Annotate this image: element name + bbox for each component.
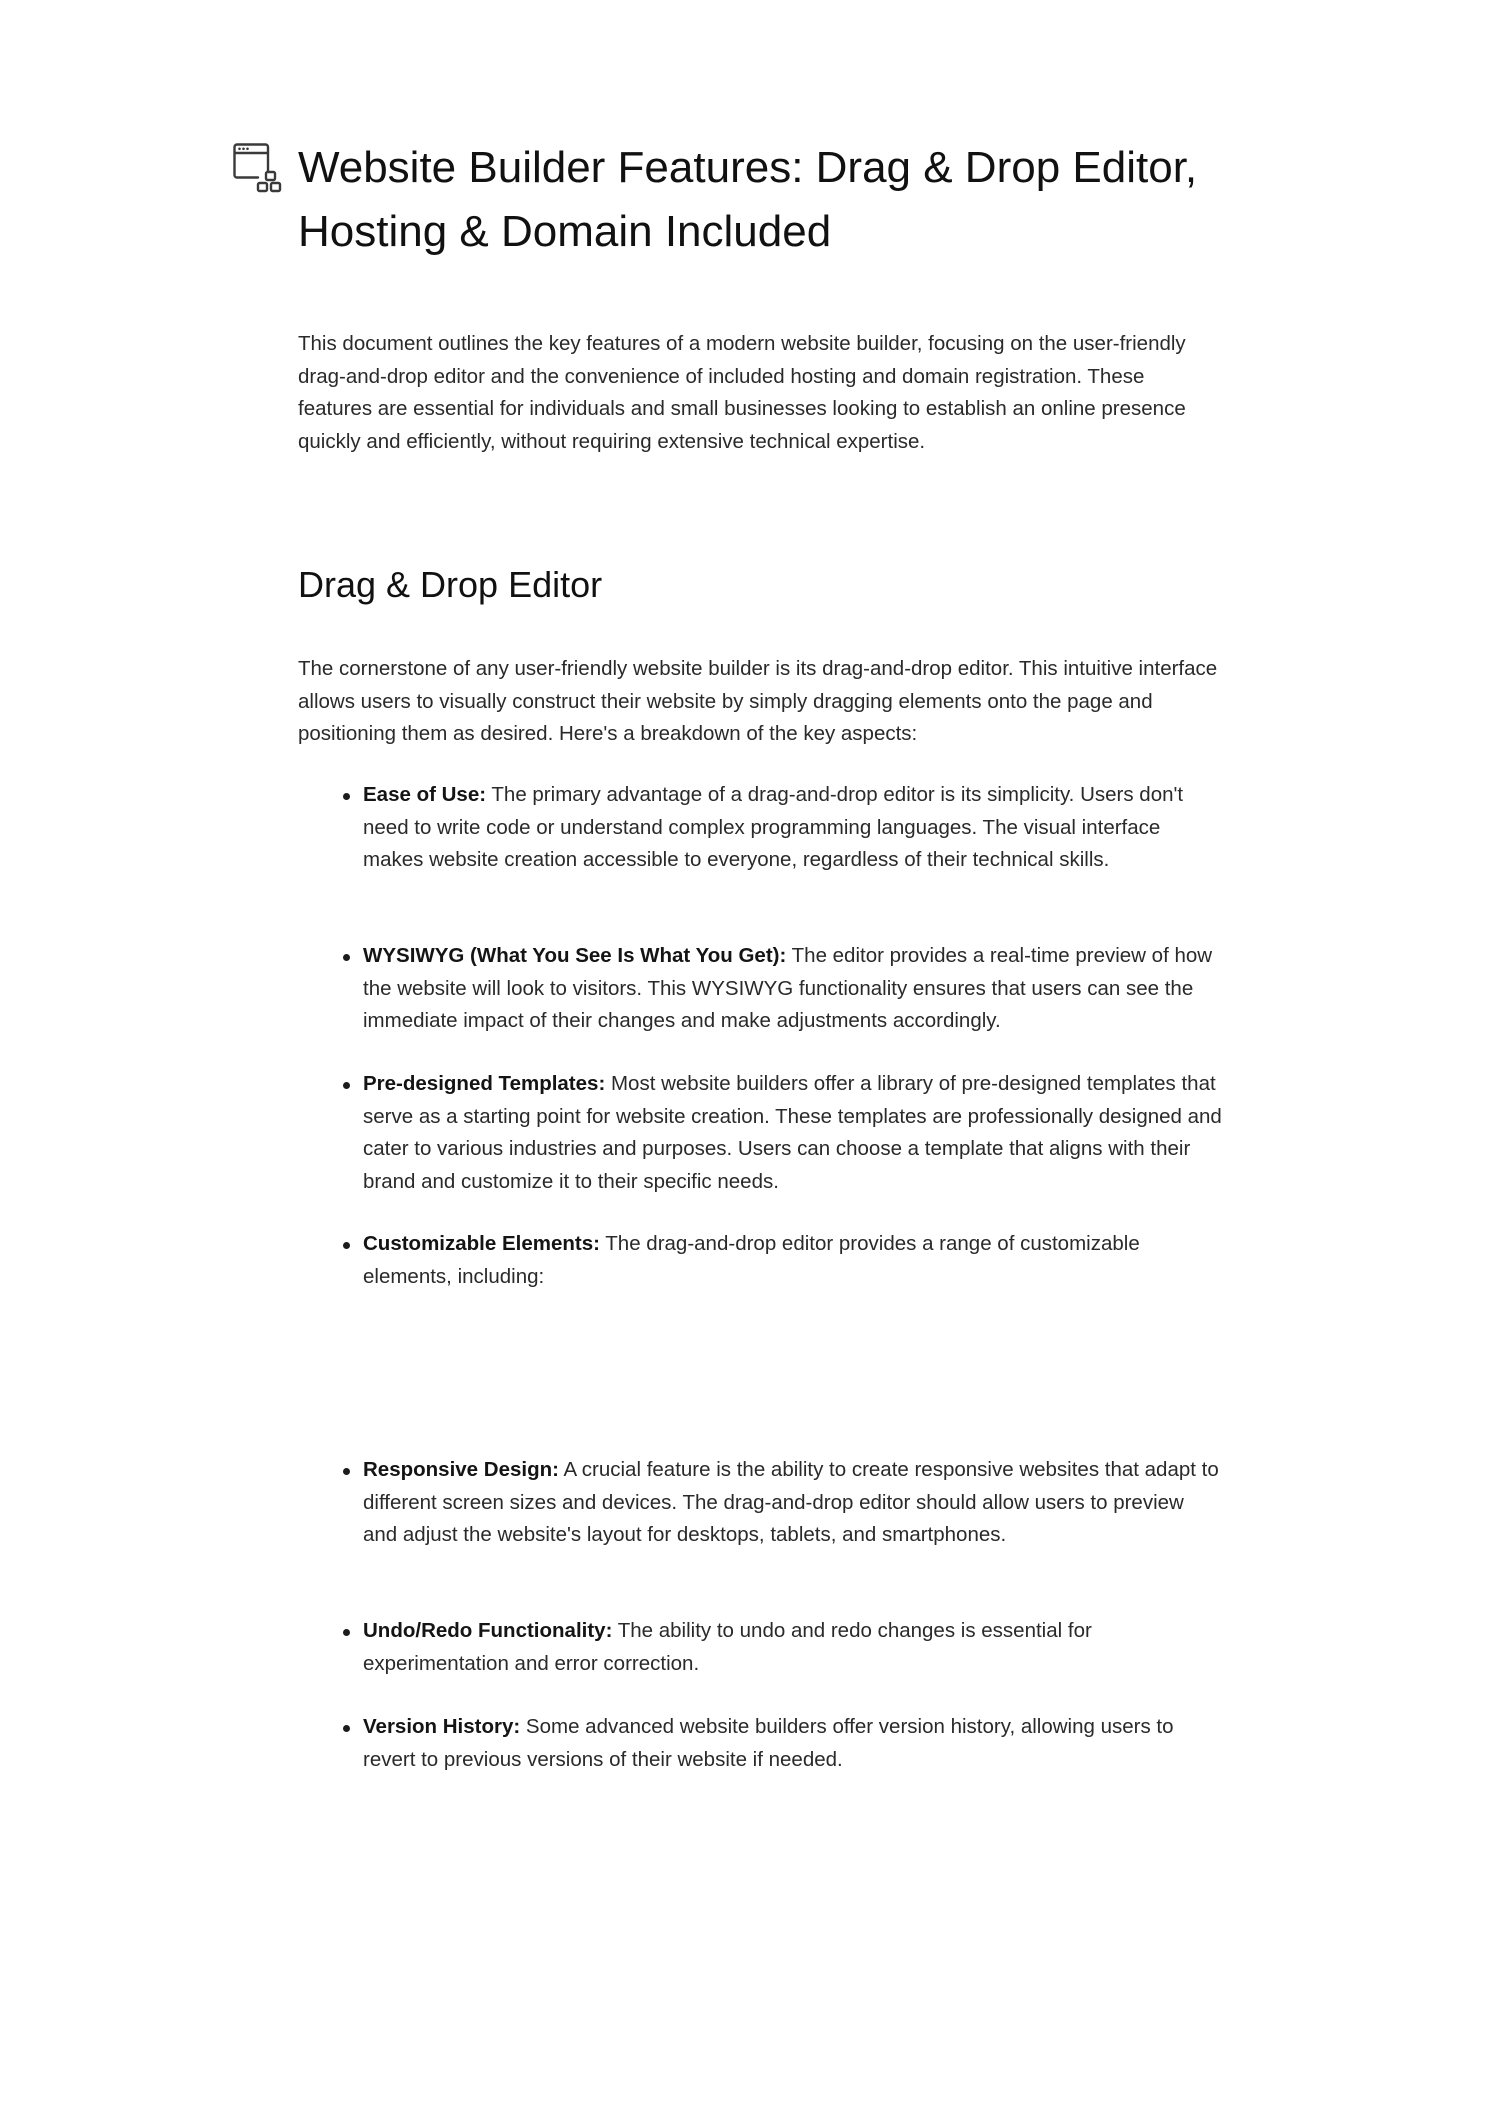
bullet-dot-icon (343, 793, 350, 800)
section-intro: The cornerstone of any user-friendly website builder is its drag-and-drop editor. This intuitive interface allows users to visually construct their website by simply dragging elements onto the page and positioning them as desired. Here's a breakdown of the key aspects: (298, 657, 1218, 745)
list-item-label: Customizable Elements: (363, 1232, 600, 1255)
bullet-dot-icon (343, 1725, 350, 1732)
list-item-text (363, 1711, 1223, 1776)
document-intro: This document outlines the key features of a modern website builder, focusing on the user-friendly drag-and-drop editor and the convenience of included hosting and domain registration. These features are essential for individuals and small businesses looking to establish an online presence quickly and efficiently, without requiring extensive technical expertise. (298, 332, 1186, 453)
website-builder-icon (232, 141, 284, 193)
document-title: Website Builder Features: Drag & Drop Editor, Hosting & Domain Included (298, 143, 1198, 256)
bullet-dot-icon (343, 954, 350, 961)
list-item-label: Responsive Design: (363, 1458, 559, 1481)
list-item-text (363, 940, 1223, 1038)
list-item-body: Most website builders offer a library of pre-designed templates that serve as a starting point for website creation. These templates are professionally designed and cater to various industries and purposes. Users can choose a template that aligns with their brand and customize it to their specific needs. (363, 1072, 1222, 1193)
list-item-body: Some advanced website builders offer version history, allowing users to revert to previous versions of their website if needed. (363, 1715, 1174, 1771)
bullet-dot-icon (343, 1629, 350, 1636)
list-item-label: Ease of Use: (363, 783, 487, 806)
list-item-label: Undo/Redo Functionality: (363, 1619, 613, 1642)
list-item-body: A crucial feature is the ability to create responsive websites that adapt to different screen sizes and devices. The drag-and-drop editor should allow users to preview and adjust the website's layout for desktops, tablets, and smartphones. (363, 1458, 1219, 1546)
bullet-dot-icon (343, 1242, 350, 1249)
list-item-text (363, 1454, 1223, 1552)
list-item-body: The editor provides a real-time preview of how the website will look to visitors. This WYSIWYG functionality ensures that users can see the immediate impact of their changes and make adjustments accordingly. (363, 944, 1213, 1032)
list-item-body: The ability to undo and redo changes is essential for experimentation and error correction. (363, 1619, 1092, 1675)
list-item-label: Version History: (363, 1715, 521, 1738)
bullet-dot-icon (343, 1082, 350, 1089)
section-heading: Drag & Drop Editor (298, 564, 603, 605)
list-item-body: The primary advantage of a drag-and-drop editor is its simplicity. Users don't need to write code or understand complex programming languages. The visual interface makes website creation accessible to everyone, regardless of their technical skills. (363, 783, 1184, 871)
list-item-text (363, 779, 1223, 877)
list-item-label: Pre-designed Templates: (363, 1072, 606, 1095)
list-item-text (363, 1228, 1223, 1293)
bullet-dot-icon (343, 1468, 350, 1475)
list-item-text (363, 1615, 1223, 1680)
list-item-text (363, 1068, 1223, 1198)
list-item-label: WYSIWYG (What You See Is What You Get): (363, 944, 787, 967)
list-item-body: The drag-and-drop editor provides a range of customizable elements, including: (363, 1232, 1140, 1288)
